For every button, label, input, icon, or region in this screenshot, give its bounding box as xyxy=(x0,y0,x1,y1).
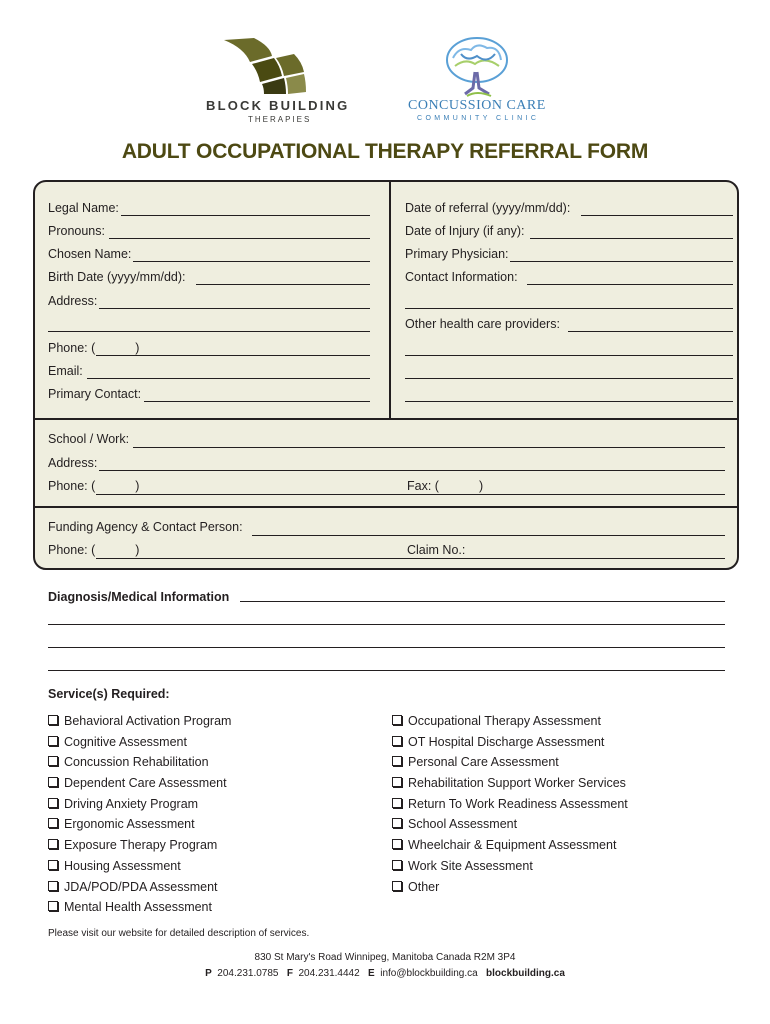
checkbox-icon[interactable] xyxy=(48,777,58,787)
footer-fax: 204.231.4442 xyxy=(298,968,360,979)
other-providers-field-line-3[interactable] xyxy=(405,378,733,379)
other-providers-field[interactable] xyxy=(568,331,733,332)
contact-information-label: Contact Information: xyxy=(405,270,518,284)
claim-number-label: Claim No.: xyxy=(407,543,466,557)
service-checkbox[interactable]: Behavioral Activation Program xyxy=(48,714,231,735)
service-checkbox[interactable]: Return To Work Readiness Assessment xyxy=(392,797,628,818)
diagnosis-field-line-4[interactable] xyxy=(48,670,725,671)
date-of-referral-label: Date of referral (yyyy/mm/dd): xyxy=(405,201,571,215)
school-phone-label: Phone: ( ) xyxy=(48,479,140,493)
services-note: Please visit our website for detailed description of services. xyxy=(48,928,310,939)
service-checkbox[interactable]: Rehabilitation Support Worker Services xyxy=(392,776,628,797)
other-providers-label: Other health care providers: xyxy=(405,317,560,331)
service-checkbox[interactable]: JDA/POD/PDA Assessment xyxy=(48,880,231,901)
address-field-line-2[interactable] xyxy=(48,331,370,332)
contact-information-field[interactable] xyxy=(527,284,733,285)
school-work-field[interactable] xyxy=(133,447,725,448)
service-checkbox[interactable]: Exposure Therapy Program xyxy=(48,838,231,859)
checkbox-icon[interactable] xyxy=(392,839,402,849)
block-building-logo xyxy=(200,36,350,128)
legal-name-label: Legal Name: xyxy=(48,201,119,215)
footer-phone: 204.231.0785 xyxy=(217,968,279,979)
date-of-injury-label: Date of Injury (if any): xyxy=(405,224,525,238)
concussion-care-sub: COMMUNITY CLINIC xyxy=(417,115,540,122)
diagnosis-field-line-3[interactable] xyxy=(48,647,725,648)
service-checkbox[interactable]: Dependent Care Assessment xyxy=(48,776,231,797)
checkbox-icon[interactable] xyxy=(392,798,402,808)
concussion-care-logo xyxy=(405,36,555,126)
block-building-sub: THERAPIES xyxy=(248,115,312,124)
address-label: Address: xyxy=(48,294,98,308)
checkbox-icon[interactable] xyxy=(48,860,58,870)
block-building-name: BLOCK BUILDING xyxy=(206,98,350,113)
funding-phone-claim-field[interactable] xyxy=(96,558,725,559)
checkbox-icon[interactable] xyxy=(48,798,58,808)
birth-date-field[interactable] xyxy=(196,284,370,285)
column-divider xyxy=(389,181,391,419)
service-checkbox[interactable]: Ergonomic Assessment xyxy=(48,817,231,838)
service-checkbox[interactable]: Cognitive Assessment xyxy=(48,735,231,756)
section-divider xyxy=(34,506,738,508)
service-checkbox[interactable]: Mental Health Assessment xyxy=(48,900,231,921)
services-label: Service(s) Required: xyxy=(48,687,170,701)
checkbox-icon[interactable] xyxy=(48,756,58,766)
pronouns-field[interactable] xyxy=(109,238,370,239)
footer-website[interactable]: blockbuilding.ca xyxy=(486,968,565,979)
school-fax-label: Fax: ( ) xyxy=(407,479,484,493)
school-work-label: School / Work: xyxy=(48,432,130,446)
diagnosis-field-line-2[interactable] xyxy=(48,624,725,625)
diagnosis-label: Diagnosis/Medical Information xyxy=(48,590,230,604)
phone-field[interactable] xyxy=(96,355,370,356)
funding-phone-label: Phone: ( ) xyxy=(48,543,140,557)
block-building-logo-mark xyxy=(220,36,310,96)
date-of-injury-field[interactable] xyxy=(530,238,733,239)
tree-brain-icon xyxy=(437,36,517,98)
service-checkbox[interactable]: Occupational Therapy Assessment xyxy=(392,714,628,735)
birth-date-label: Birth Date (yyyy/mm/dd): xyxy=(48,270,186,284)
checkbox-icon[interactable] xyxy=(392,881,402,891)
phone-label: Phone: ( ) xyxy=(48,341,140,355)
concussion-care-name: CONCUSSION CARE xyxy=(408,98,546,113)
footer-contacts xyxy=(0,968,770,979)
service-checkbox[interactable]: Driving Anxiety Program xyxy=(48,797,231,818)
contact-information-field-line-2[interactable] xyxy=(405,308,733,309)
service-checkbox[interactable]: Personal Care Assessment xyxy=(392,755,628,776)
services-right-list xyxy=(392,714,628,900)
footer-address: 830 St Mary's Road Winnipeg, Manitoba Canada R2M 3P4 xyxy=(254,952,516,963)
other-providers-field-line-4[interactable] xyxy=(405,401,733,402)
date-of-referral-field[interactable] xyxy=(581,215,733,216)
checkbox-icon[interactable] xyxy=(392,860,402,870)
section-divider xyxy=(34,418,738,420)
primary-contact-field[interactable] xyxy=(144,401,370,402)
funding-agency-label: Funding Agency & Contact Person: xyxy=(48,520,243,534)
checkbox-icon[interactable] xyxy=(48,715,58,725)
chosen-name-field[interactable] xyxy=(133,261,370,262)
primary-physician-field[interactable] xyxy=(510,261,733,262)
phone-prefix: P xyxy=(205,968,212,979)
service-checkbox[interactable]: Concussion Rehabilitation xyxy=(48,755,231,776)
funding-agency-field[interactable] xyxy=(252,535,725,536)
other-providers-field-line-2[interactable] xyxy=(405,355,733,356)
checkbox-icon[interactable] xyxy=(392,715,402,725)
checkbox-icon[interactable] xyxy=(48,901,58,911)
checkbox-icon[interactable] xyxy=(392,777,402,787)
legal-name-field[interactable] xyxy=(121,215,370,216)
chosen-name-label: Chosen Name: xyxy=(48,247,132,261)
fax-prefix: F xyxy=(286,968,293,979)
school-address-label: Address: xyxy=(48,456,98,470)
school-phone-fax-field[interactable] xyxy=(96,494,725,495)
primary-contact-label: Primary Contact: xyxy=(48,387,142,401)
checkbox-icon[interactable] xyxy=(48,881,58,891)
footer-email[interactable]: info@blockbuilding.ca xyxy=(380,968,478,979)
address-field[interactable] xyxy=(99,308,370,309)
checkbox-icon[interactable] xyxy=(392,818,402,828)
diagnosis-field[interactable] xyxy=(240,601,725,602)
email-label: Email: xyxy=(48,364,83,378)
services-left-list xyxy=(48,714,231,921)
pronouns-label: Pronouns: xyxy=(48,224,105,238)
service-checkbox[interactable]: Wheelchair & Equipment Assessment xyxy=(392,838,628,859)
checkbox-icon[interactable] xyxy=(48,839,58,849)
service-checkbox[interactable]: Work Site Assessment xyxy=(392,859,628,880)
checkbox-icon[interactable] xyxy=(48,736,58,746)
service-checkbox[interactable]: OT Hospital Discharge Assessment xyxy=(392,735,628,756)
checkbox-icon[interactable] xyxy=(392,756,402,766)
school-address-field[interactable] xyxy=(99,470,725,471)
service-checkbox[interactable]: Housing Assessment xyxy=(48,859,231,880)
checkbox-icon[interactable] xyxy=(48,818,58,828)
email-field[interactable] xyxy=(87,378,370,379)
email-prefix: E xyxy=(368,968,375,979)
form-title: ADULT OCCUPATIONAL THERAPY REFERRAL FORM xyxy=(121,140,649,163)
service-checkbox[interactable]: School Assessment xyxy=(392,817,628,838)
primary-physician-label: Primary Physician: xyxy=(405,247,509,261)
checkbox-icon[interactable] xyxy=(392,736,402,746)
service-checkbox[interactable]: Other xyxy=(392,880,628,901)
